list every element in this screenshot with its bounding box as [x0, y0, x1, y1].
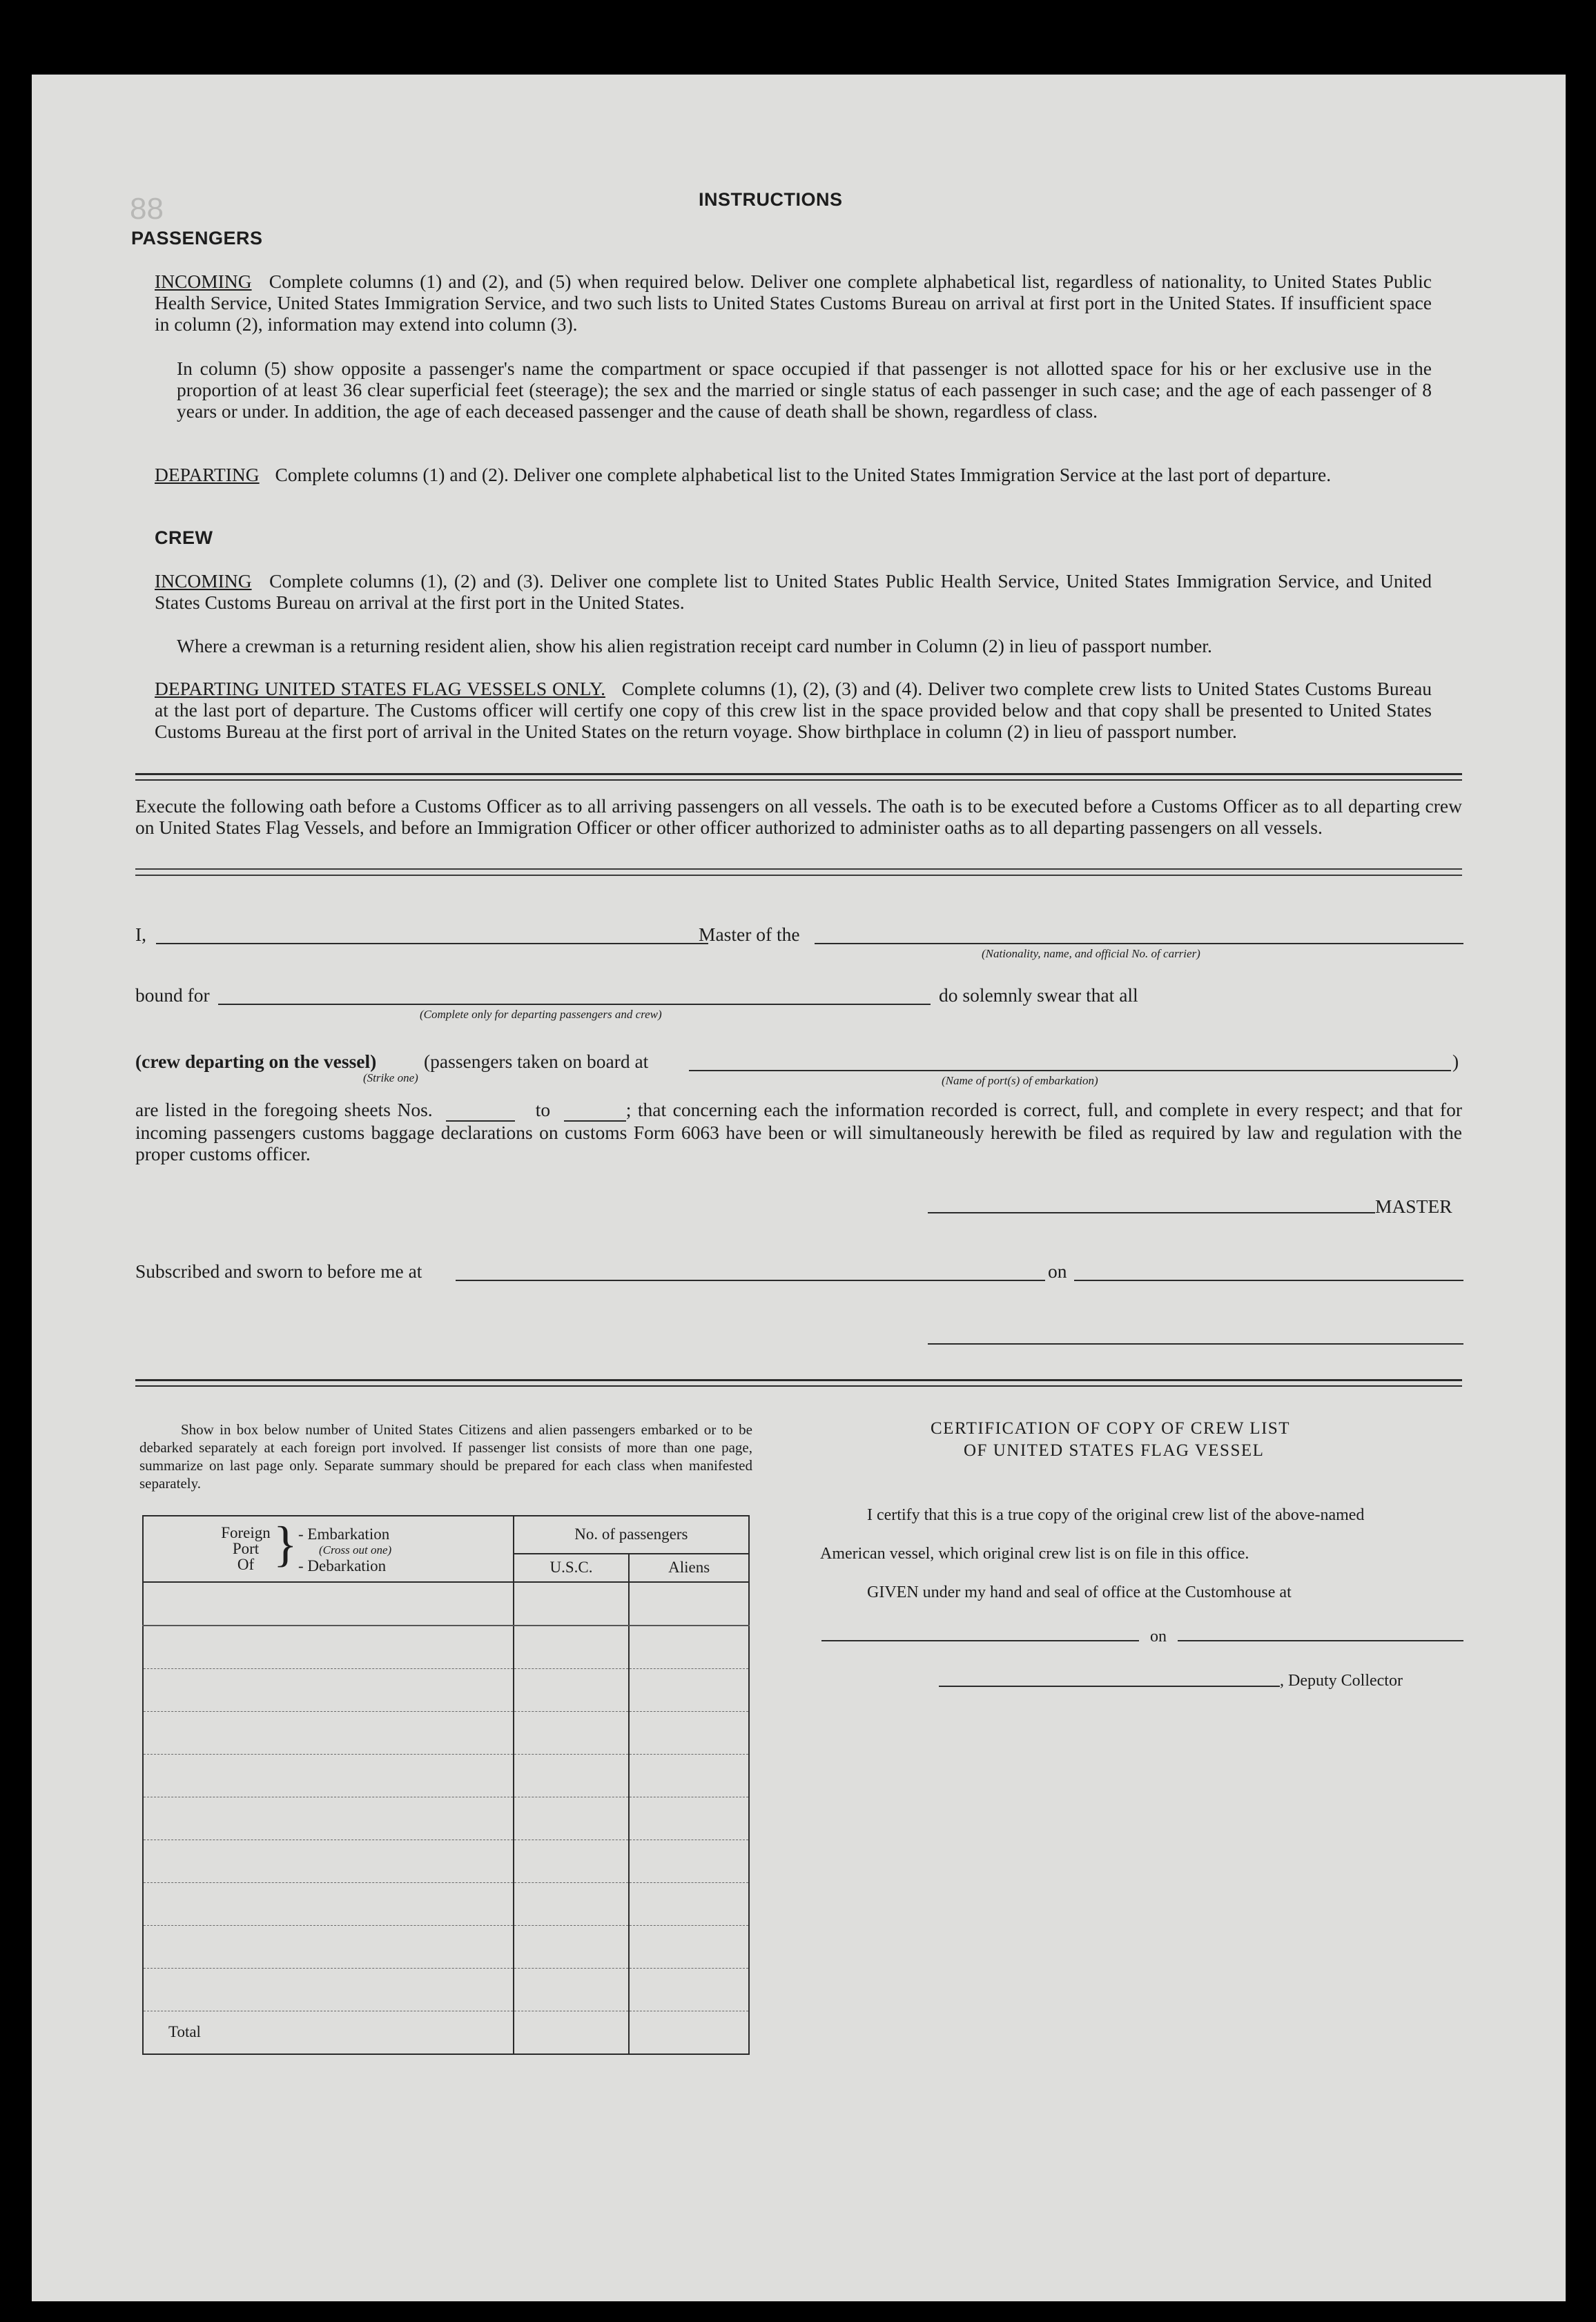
- table-row: [143, 1582, 749, 1626]
- deputy-collector-signature-line[interactable]: [939, 1686, 1280, 1687]
- port-cell[interactable]: [143, 1626, 514, 1669]
- master-name-line[interactable]: [156, 943, 708, 944]
- passengers-incoming: [155, 271, 1432, 335]
- crew-incoming-text: Complete columns (1), (2) and (3). Deliver one complete list to United States Public Health Service, United States Immigration Service, and United States Customs Bureau on arrival at the first port in the United States.: [155, 570, 1432, 613]
- aliens-cell[interactable]: [629, 1754, 749, 1797]
- total-label: [143, 2011, 514, 2054]
- officer-signature-line[interactable]: [928, 1343, 1463, 1345]
- oath-instruction: Execute the following oath before a Customs Officer as to all arriving passengers on all vessels. The oath is to be executed before a Customs Officer as to all departing crew on United States Flag Vessels, and before an Immigration Officer or other officer authorized to administer oaths as to all departing passengers on all vessels.: [135, 795, 1462, 838]
- total-text: Total: [168, 2023, 201, 2041]
- aliens-cell[interactable]: [629, 1968, 749, 2011]
- port-cell[interactable]: [143, 1582, 514, 1626]
- ports-note: (Name of port(s) of embarkation): [942, 1074, 1098, 1087]
- passengers-incoming-column5: In column (5) show opposite a passenger's name the compartment or space occupied if that passenger is not allotted space for his or her exclusive use in the proportion of at least 36 clear superficial feet (steerage); the sex and the married or single status of each passenger in such case; and the age of each passenger of 8 years or under. In addition, the age of each deceased passenger and the cause of death shall be shown, regardless of class.: [177, 358, 1432, 422]
- master-of-label: Master of the: [699, 924, 800, 945]
- passengers-departing: [155, 464, 1432, 485]
- swear-label: do solemnly swear that all: [939, 984, 1138, 1006]
- table-row: [143, 1668, 749, 1711]
- deputy-collector-label: , Deputy Collector: [1280, 1672, 1403, 1690]
- cross-out-note: (Cross out one): [319, 1543, 392, 1557]
- embarkation-label: - Embarkation: [298, 1525, 390, 1543]
- page-title: INSTRUCTIONS: [699, 189, 843, 210]
- bound-for-label: bound for: [135, 984, 210, 1006]
- passengers-departing-text: Complete columns (1) and (2). Deliver one complete alphabetical list to the United States Immigration Service at the last port of departure.: [275, 464, 1332, 485]
- usc-cell[interactable]: [514, 1882, 630, 1925]
- port-cell[interactable]: [143, 1968, 514, 2011]
- page-mark: 88: [130, 192, 164, 226]
- aliens-cell[interactable]: [629, 1668, 749, 1711]
- listed-label-a: are listed in the foregoing sheets Nos.: [135, 1099, 433, 1120]
- strike-one-note: (Strike one): [363, 1071, 418, 1084]
- to-label: to: [535, 1099, 551, 1120]
- usc-cell[interactable]: [514, 1840, 630, 1882]
- usc-column-header: U.S.C.: [514, 1554, 630, 1582]
- port-cell[interactable]: [143, 1840, 514, 1882]
- subscribed-place-line[interactable]: [456, 1280, 1045, 1281]
- crew-departing-label: (crew departing on the vessel): [135, 1051, 377, 1072]
- crew-departing-label: DEPARTING UNITED STATES FLAG VESSELS ONLY.: [155, 678, 605, 699]
- passengers-heading: PASSENGERS: [131, 228, 263, 248]
- table-row: [143, 1840, 749, 1882]
- certification-title-1: CERTIFICATION OF COPY OF CREW LIST: [931, 1419, 1291, 1438]
- no-passengers-header: No. of passengers: [514, 1516, 749, 1554]
- usc-cell[interactable]: [514, 1582, 630, 1626]
- document-page: [32, 75, 1566, 2301]
- section-divider: [135, 773, 1462, 781]
- embarkation-ports-line[interactable]: [689, 1070, 1451, 1071]
- table-row: [143, 1754, 749, 1797]
- passengers-taken-label: (passengers taken on board at: [424, 1051, 649, 1072]
- aliens-cell[interactable]: [629, 1925, 749, 1968]
- customhouse-line[interactable]: [821, 1640, 1139, 1641]
- usc-cell[interactable]: [514, 1668, 630, 1711]
- passengers-incoming-text: Complete columns (1) and (2), and (5) when required below. Deliver one complete alphabetical list, regardless of nationality, to United States Public Health Service, United States Immigration Service, and two such lists to United States Customs Bureau on arrival at first port in the United States. If insufficient space in column (2), information may extend into column (3).: [155, 271, 1432, 335]
- table-row: [143, 1797, 749, 1840]
- passengers-departing-label: DEPARTING: [155, 464, 260, 485]
- usc-cell[interactable]: [514, 1711, 630, 1754]
- table-row: [143, 1626, 749, 1669]
- oath-i-label: I,: [135, 924, 147, 945]
- carrier-line[interactable]: [815, 943, 1463, 944]
- subscribed-on-label: on: [1048, 1260, 1067, 1282]
- port-cell[interactable]: [143, 1668, 514, 1711]
- aliens-cell[interactable]: [629, 1626, 749, 1669]
- table-row: [143, 1711, 749, 1754]
- aliens-cell[interactable]: [629, 1840, 749, 1882]
- crew-incoming: [155, 570, 1432, 613]
- aliens-cell[interactable]: [629, 1882, 749, 1925]
- passengers-incoming-label: INCOMING: [155, 271, 252, 292]
- subscribed-label: Subscribed and sworn to before me at: [135, 1260, 422, 1282]
- total-row: [143, 2011, 749, 2054]
- certify-statement: I certify that this is a true copy of the original crew list of the above-named: [867, 1506, 1365, 1524]
- master-label: MASTER: [1375, 1196, 1452, 1217]
- usc-cell[interactable]: [514, 1968, 630, 2011]
- crew-departing-text: Complete columns (1), (2), (3) and (4). Deliver two complete crew lists to United States Customs Bureau at the last port of departure. The Customs officer will certify one copy of this crew list in the space provided below and that copy shall be presented to United States Customs Bureau at the first port of arrival in the United States on the return voyage. Show birthplace in column (2) in lieu of passport number.: [155, 678, 1432, 742]
- sheet-to-field[interactable]: [564, 1099, 626, 1122]
- foreign-port-header: [143, 1516, 514, 1582]
- sheet-from-field[interactable]: [446, 1099, 515, 1122]
- port-cell[interactable]: [143, 1711, 514, 1754]
- crew-departing-us-flag: [155, 678, 1432, 742]
- subscribed-date-line[interactable]: [1074, 1280, 1463, 1281]
- aliens-cell[interactable]: [629, 1797, 749, 1840]
- given-statement: GIVEN under my hand and seal of office at the Customhouse at: [867, 1583, 1292, 1601]
- port-cell[interactable]: [143, 1925, 514, 1968]
- crew-returning-alien-note: Where a crewman is a returning resident alien, show his alien registration receipt card number in Column (2) in lieu of passport number.: [177, 635, 1212, 656]
- master-signature-line[interactable]: [928, 1212, 1375, 1213]
- carrier-note: (Nationality, name, and official No. of carrier): [982, 947, 1200, 960]
- usc-cell[interactable]: [514, 1797, 630, 1840]
- usc-cell[interactable]: [514, 1626, 630, 1669]
- aliens-cell[interactable]: [629, 1582, 749, 1626]
- aliens-cell[interactable]: [629, 1711, 749, 1754]
- close-paren: ): [1452, 1051, 1459, 1072]
- listed-sheets-statement: [135, 1099, 1462, 1164]
- listed-label-b: ; that concerning each the information recorded is correct, full, and complete in every respect; and that for incoming passengers customs baggage declarations on customs Form 6063 have been or will simultaneously herewith be filed as required by law and regulation with the proper customs officer.: [135, 1099, 1462, 1164]
- original-on-file-statement: American vessel, which original crew list is on file in this office.: [820, 1545, 1249, 1563]
- port-cell[interactable]: [143, 1797, 514, 1840]
- total-aliens-cell[interactable]: [629, 2011, 749, 2054]
- port-cell[interactable]: [143, 1754, 514, 1797]
- table-row: [143, 1925, 749, 1968]
- table-row: [143, 1968, 749, 2011]
- foreign-port-label-1: Foreign: [221, 1524, 271, 1541]
- total-usc-cell[interactable]: [514, 2011, 630, 2054]
- brace-icon: }: [273, 1516, 298, 1572]
- crew-incoming-label: INCOMING: [155, 570, 252, 592]
- crew-heading: CREW: [155, 527, 213, 548]
- passenger-summary-table: [142, 1515, 750, 2055]
- aliens-column-header: Aliens: [629, 1554, 749, 1582]
- foreign-port-label-3: Of: [237, 1556, 255, 1573]
- cert-on-label: on: [1150, 1628, 1167, 1646]
- section-divider: [135, 1379, 1462, 1387]
- cert-date-line[interactable]: [1178, 1640, 1463, 1641]
- usc-cell[interactable]: [514, 1925, 630, 1968]
- port-cell[interactable]: [143, 1882, 514, 1925]
- bound-for-note: (Complete only for departing passengers and crew): [420, 1008, 662, 1021]
- summary-instruction: Show in box below number of United States Citizens and alien passengers embarked or to be debarked separately at each foreign port involved. If passenger list consists of more than one page, summarize on last page only. Separate summary should be prepared for each class when manifested separately.: [139, 1421, 752, 1492]
- debarkation-label: - Debarkation: [298, 1557, 387, 1574]
- usc-cell[interactable]: [514, 1754, 630, 1797]
- table-row: [143, 1882, 749, 1925]
- foreign-port-label-2: Port: [232, 1540, 260, 1557]
- section-divider: [135, 868, 1462, 876]
- bound-for-line[interactable]: [218, 1004, 931, 1005]
- certification-title-2: OF UNITED STATES FLAG VESSEL: [964, 1441, 1265, 1460]
